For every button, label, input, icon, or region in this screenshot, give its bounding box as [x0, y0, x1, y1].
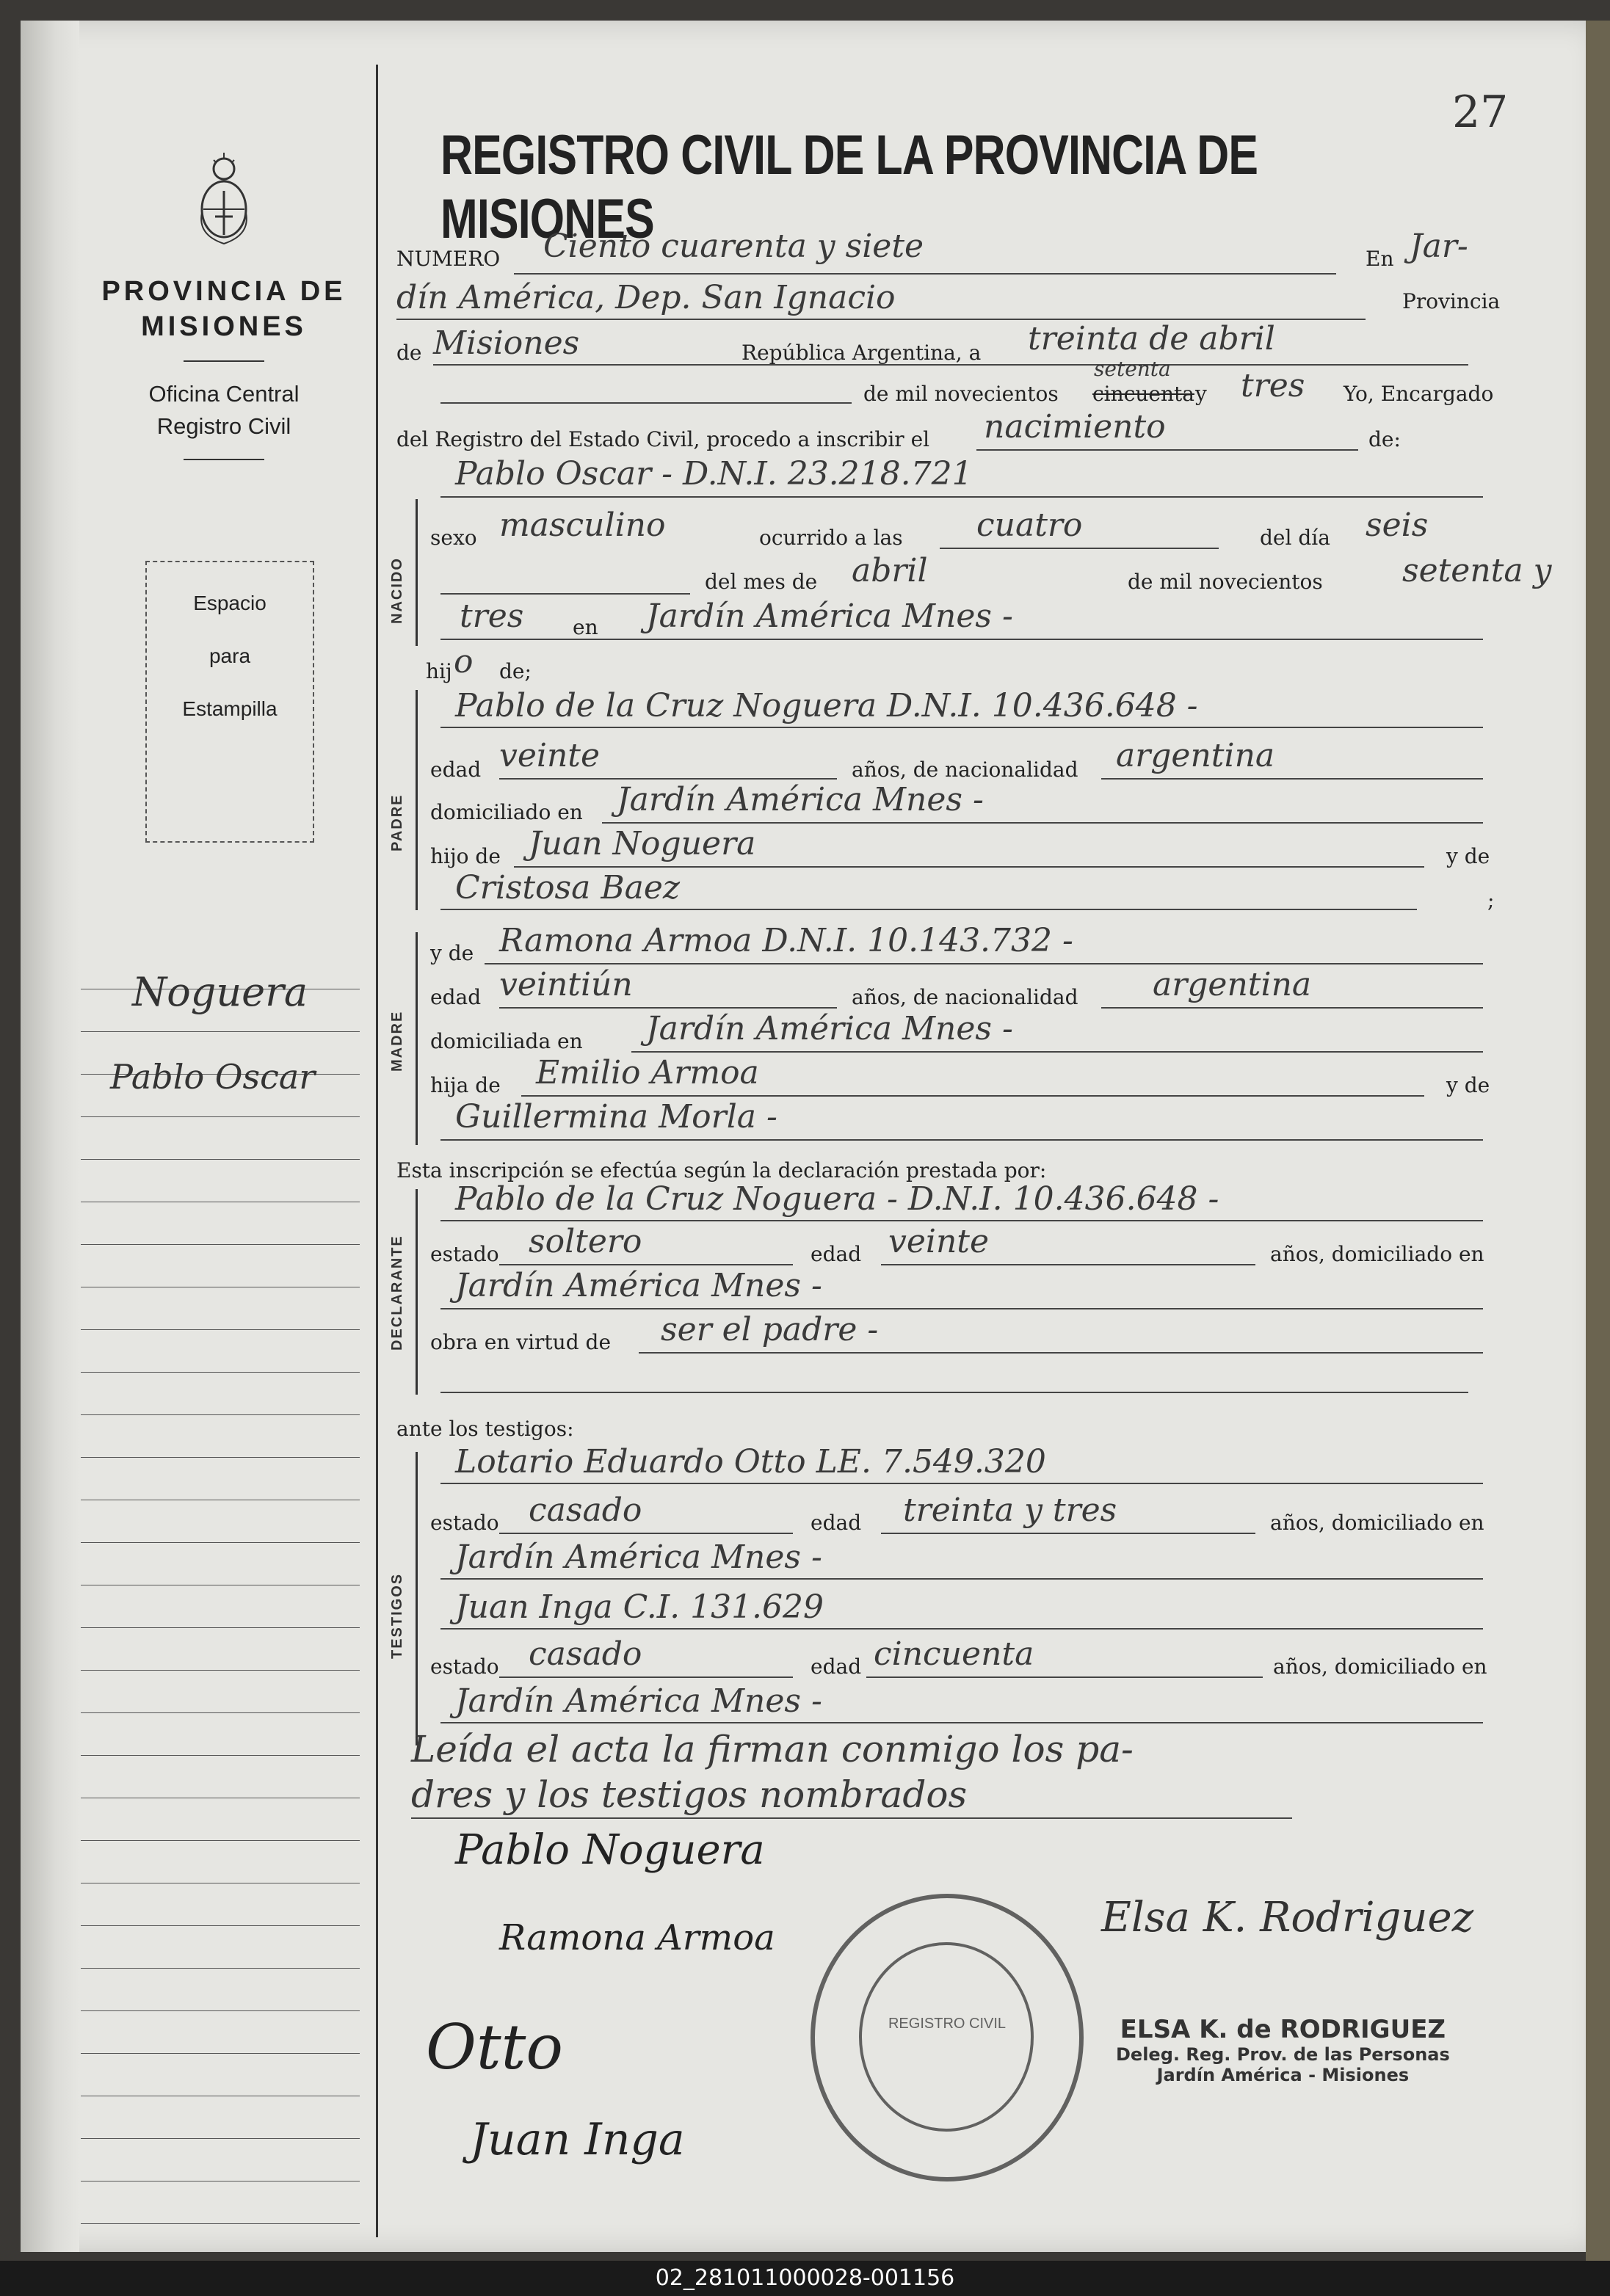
underline — [440, 639, 1483, 640]
stamp-label-2: para — [208, 644, 251, 667]
underline — [440, 727, 1483, 728]
underline — [440, 909, 1417, 910]
de-label: de — [396, 341, 422, 365]
padre-madre: Cristosa Baez — [455, 869, 681, 907]
edad-label: edad — [811, 1654, 862, 1679]
section-label-padre: PADRE — [389, 793, 405, 851]
madre-padre: Emilio Armoa — [536, 1054, 759, 1091]
edad-label: edad — [430, 758, 482, 782]
page-title: REGISTRO CIVIL DE LA PROVINCIA DE MISIONES — [440, 124, 1258, 250]
hora-value: cuatro — [976, 506, 1083, 544]
closing-line-2: dres y los testigos nombrados — [411, 1773, 968, 1816]
provincia-value: Misiones — [433, 324, 580, 362]
underline — [521, 1095, 1424, 1097]
hijo-de-label: hijo de — [430, 844, 501, 868]
fecha-value: treinta de abril — [1028, 320, 1275, 357]
underline — [514, 866, 1424, 868]
section-bracket — [416, 1189, 418, 1395]
underline — [499, 1676, 793, 1678]
cincuenta-struck: cincuenta — [1092, 382, 1194, 406]
madre-nombre: Ramona Armoa D.N.I. 10.143.732 - — [499, 922, 1073, 959]
testigo-2-edad: cincuenta — [874, 1635, 1034, 1673]
estado-label: estado — [430, 1242, 499, 1266]
official-location: Jardín América - Misiones — [1156, 2065, 1410, 2085]
obra-label: obra en virtud de — [430, 1330, 612, 1354]
inscripto-value: Pablo Oscar - D.N.I. 23.218.721 — [455, 455, 973, 493]
underline — [440, 1139, 1483, 1141]
underline — [866, 1676, 1263, 1678]
underline — [602, 822, 1483, 824]
hij-value: o — [454, 643, 474, 680]
underline — [440, 496, 1483, 498]
underline — [440, 1578, 1483, 1580]
section-label-madre: MADRE — [389, 1010, 405, 1072]
en-value-cont: dín América, Dep. San Ignacio — [396, 279, 896, 316]
province-name: PROVINCIA DE MISIONES — [101, 276, 347, 342]
anio-value: setenta y — [1402, 552, 1552, 589]
underline — [499, 778, 837, 780]
dia-label: del día — [1260, 526, 1330, 550]
padre-domicilio: Jardín América Mnes - — [617, 781, 984, 818]
en-label: en — [573, 615, 598, 639]
y-label: y — [1195, 382, 1207, 406]
underline — [514, 273, 1336, 275]
testigo-1-edad: treinta y tres — [903, 1492, 1117, 1529]
underline — [1101, 778, 1483, 780]
image-id-footer: 02_281011000028-001156 — [0, 2261, 1610, 2296]
edad-label: edad — [811, 1242, 862, 1266]
anios-label: años, de nacionalidad — [852, 985, 1078, 1009]
book-binding — [21, 21, 79, 2252]
dia-value: seis — [1366, 506, 1429, 544]
declarante-estado: soltero — [529, 1223, 642, 1260]
section-bracket — [416, 932, 418, 1145]
domiciliada-label: domiciliada en — [430, 1029, 583, 1053]
section-bracket — [416, 1452, 418, 1745]
underline — [631, 1051, 1483, 1053]
y-de-label: y de — [1446, 1073, 1490, 1097]
edad-label: edad — [430, 985, 482, 1009]
official-name-stamp — [1116, 2015, 1450, 2085]
margin-given-name: Pablo Oscar — [110, 1057, 316, 1097]
setenta-value: setenta — [1094, 357, 1171, 381]
mil-label: de mil novecientos — [1128, 570, 1323, 594]
en-value: Jar- — [1410, 228, 1468, 265]
section-bracket — [416, 499, 418, 646]
acto-value: nacimiento — [984, 408, 1166, 446]
numero-label: NUMERO — [396, 247, 501, 271]
de-label-2: de: — [1368, 427, 1401, 451]
underline — [499, 1533, 793, 1534]
anio-value-cont: tres — [460, 597, 524, 635]
edad-label: edad — [811, 1511, 862, 1535]
declarante-intro: Esta inscripción se efectúa según la declaración prestada por: — [396, 1158, 1047, 1182]
lugar-value: Jardín América Mnes - — [646, 597, 1013, 635]
section-label-declarante: DECLARANTE — [389, 1235, 405, 1351]
declarante-edad: veinte — [888, 1223, 990, 1260]
signature-father: Pablo Noguera — [455, 1826, 765, 1874]
divider — [184, 459, 264, 460]
office-line-2: Registro Civil — [156, 413, 291, 439]
padre-edad: veinte — [499, 737, 601, 774]
sexo-value: masculino — [499, 506, 666, 544]
testigos-intro: ante los testigos: — [396, 1417, 574, 1441]
mes-value: abril — [852, 552, 928, 589]
underline — [485, 963, 1483, 964]
stamp-space-box — [145, 561, 314, 843]
column-divider — [376, 65, 378, 2237]
underline — [440, 1483, 1483, 1484]
underline — [440, 402, 852, 404]
ocurrido-label: ocurrido a las — [759, 526, 903, 550]
signature-witness-2: Juan Inga — [470, 2114, 685, 2165]
signature-mother: Ramona Armoa — [499, 1917, 775, 1958]
coat-of-arms-icon — [195, 147, 253, 250]
y-de-label: y de — [1446, 844, 1490, 868]
underline — [433, 364, 1468, 366]
closing-line-1: Leída el acta la firman conmigo los pa- — [411, 1728, 1134, 1770]
mil-label: de mil novecientos — [863, 382, 1059, 406]
testigo-2-domicilio: Jardín América Mnes - — [455, 1682, 822, 1720]
testigo-2-estado: casado — [529, 1635, 642, 1673]
anios-label: años, domiciliado en — [1273, 1654, 1487, 1679]
padre-nacionalidad: argentina — [1116, 737, 1275, 774]
underline — [639, 1352, 1483, 1354]
underline — [940, 548, 1219, 549]
underline — [881, 1264, 1255, 1265]
underline — [976, 449, 1358, 451]
section-label-testigos: TESTIGOS — [389, 1572, 405, 1659]
y-de-label: y de — [430, 941, 474, 965]
stamp-label-3: Estampilla — [182, 697, 278, 720]
underline — [440, 1392, 1468, 1393]
anios-label: años, domiciliado en — [1270, 1242, 1484, 1266]
anios-label: años, domiciliado en — [1270, 1511, 1484, 1535]
margin-ruled-lines — [81, 947, 360, 2209]
estado-label: estado — [430, 1654, 499, 1679]
underline — [881, 1533, 1255, 1534]
page-number: 27 — [1452, 87, 1509, 138]
underline — [440, 1628, 1483, 1630]
office-line-1: Oficina Central — [148, 381, 300, 407]
padre-nombre: Pablo de la Cruz Noguera D.N.I. 10.436.648 - — [455, 687, 1198, 724]
sexo-label: sexo — [430, 526, 477, 550]
testigo-2-nombre: Juan Inga C.I. 131.629 — [455, 1588, 824, 1626]
republica-label: República Argentina, a — [741, 341, 982, 365]
estado-label: estado — [430, 1511, 499, 1535]
official-seal-icon: REGISTRO CIVIL — [811, 1894, 1084, 2181]
padre-padre: Juan Noguera — [529, 825, 756, 862]
mes-label: del mes de — [705, 570, 818, 594]
section-bracket — [416, 690, 418, 910]
book-edge — [1586, 21, 1610, 2296]
anios-label: años, de nacionalidad — [852, 758, 1078, 782]
official-title: Deleg. Reg. Prov. de las Personas — [1116, 2044, 1450, 2065]
signature-official: Elsa K. Rodriguez — [1101, 1894, 1474, 1941]
stamp-label-1: Espacio — [193, 592, 266, 614]
hija-de-label: hija de — [430, 1073, 501, 1097]
testigo-1-domicilio: Jardín América Mnes - — [455, 1538, 822, 1576]
yo-label: Yo, Encargado — [1344, 382, 1494, 406]
semicolon: ; — [1487, 888, 1495, 912]
numero-value: Ciento cuarenta y siete — [543, 228, 924, 265]
left-column — [73, 117, 374, 476]
divider — [184, 360, 264, 362]
underline — [1101, 1007, 1483, 1009]
underline — [499, 1007, 837, 1009]
declarante-nombre: Pablo de la Cruz Noguera - D.N.I. 10.436.648 - — [455, 1180, 1219, 1218]
underline — [440, 1220, 1483, 1221]
madre-madre: Guillermina Morla - — [455, 1098, 777, 1136]
underline — [440, 593, 690, 595]
underline — [440, 1722, 1483, 1723]
margin-surname: Noguera — [132, 969, 308, 1015]
de-label: de; — [499, 659, 532, 683]
declarante-domicilio: Jardín América Mnes - — [455, 1267, 822, 1304]
underline — [411, 1817, 1292, 1819]
madre-nacionalidad: argentina — [1153, 966, 1312, 1003]
underline — [499, 1264, 793, 1265]
declarante-obra: ser el padre - — [661, 1311, 879, 1348]
official-name: ELSA K. de RODRIGUEZ — [1120, 2015, 1446, 2044]
testigo-1-nombre: Lotario Eduardo Otto LE. 7.549.320 — [455, 1443, 1046, 1481]
underline — [440, 1308, 1483, 1309]
madre-domicilio: Jardín América Mnes - — [646, 1010, 1013, 1047]
testigo-1-estado: casado — [529, 1492, 642, 1529]
provincia-label: Provincia — [1402, 289, 1501, 313]
hij-label: hij — [426, 659, 452, 683]
en-label: En — [1366, 247, 1394, 271]
domicilio-label: domiciliado en — [430, 800, 583, 824]
section-label-nacido: NACIDO — [389, 557, 405, 624]
madre-edad: veintiún — [499, 966, 633, 1003]
tres-value: tres — [1241, 367, 1305, 404]
registro-label: del Registro del Estado Civil, procedo a inscribir el — [396, 427, 930, 451]
signature-witness-1: Otto — [426, 2011, 563, 2083]
